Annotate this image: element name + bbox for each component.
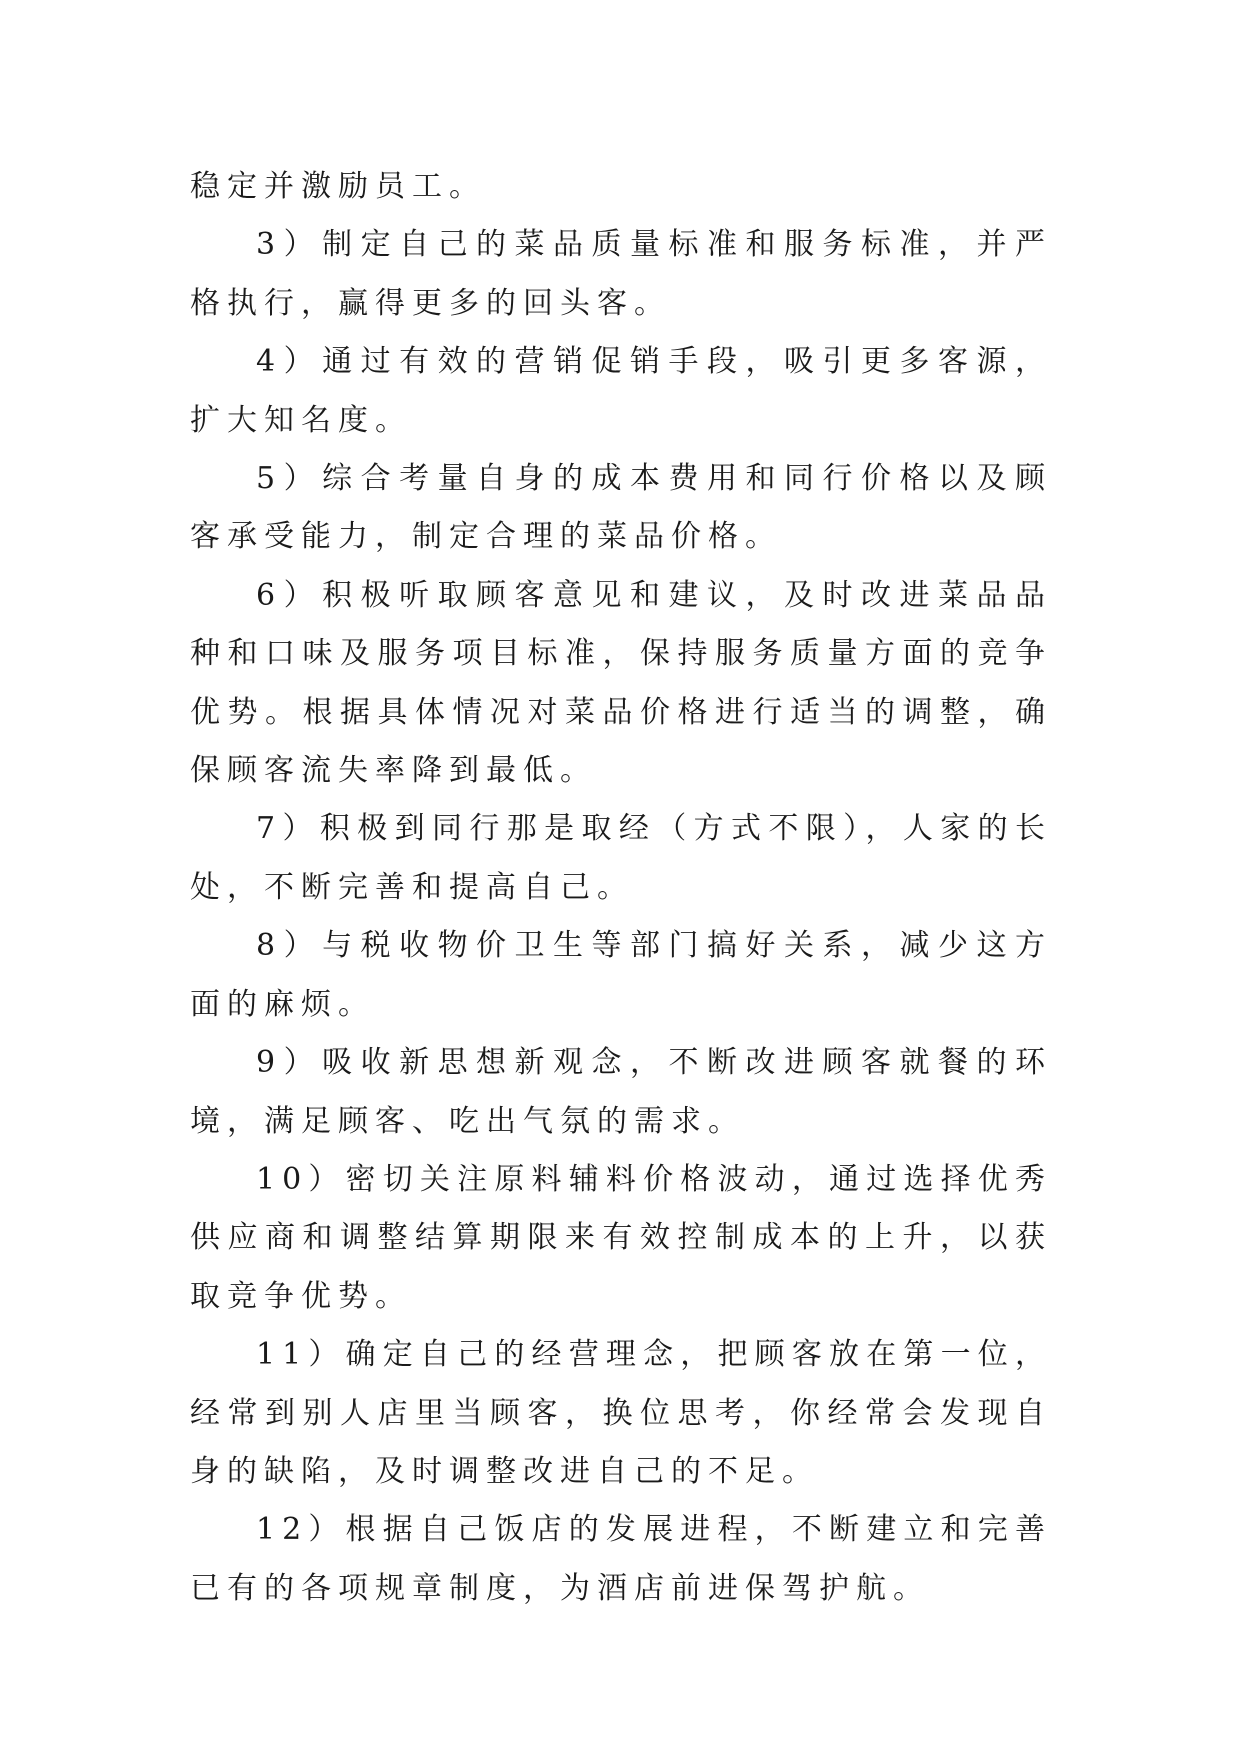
paragraph-item-8: 8）与税收物价卫生等部门搞好关系，减少这方面的麻烦。	[190, 928, 1052, 1022]
paragraph-item-5: 5）综合考量自身的成本费用和同行价格以及顾客承受能力，制定合理的菜品价格。	[190, 461, 1052, 555]
paragraph-item-6: 6）积极听取顾客意见和建议，及时改进菜品品种和口味及服务项目标准，保持服务质量方面的竞争优势。根据具体情况对菜品价格进行适当的调整，确保顾客流失率降到最低。	[190, 577, 1052, 789]
paragraph-item-9: 9）吸收新思想新观念，不断改进顾客就餐的环境，满足顾客、吃出气氛的需求。	[190, 1045, 1052, 1139]
document-page	[190, 158, 1052, 1618]
paragraph-continuation: 稳定并激励员工。	[190, 169, 486, 204]
paragraph-item-7: 7）积极到同行那是取经（方式不限），人家的长处，不断完善和提高自己。	[190, 811, 1052, 905]
paragraph-item-4: 4）通过有效的营销促销手段，吸引更多客源，扩大知名度。	[190, 344, 1052, 438]
paragraph-item-3: 3）制定自己的菜品质量标准和服务标准，并严格执行，赢得更多的回头客。	[190, 227, 1052, 321]
paragraph-item-10: 10）密切关注原料辅料价格波动，通过选择优秀供应商和调整结算期限来有效控制成本的上升，以获取竞争优势。	[190, 1161, 1052, 1314]
paragraph-item-12: 12）根据自己饭店的发展进程，不断建立和完善已有的各项规章制度，为酒店前进保驾护航。	[190, 1512, 1052, 1606]
paragraph-item-11: 11）确定自己的经营理念，把顾客放在第一位，经常到别人店里当顾客，换位思考，你经常会发现自身的缺陷，及时调整改进自己的不足。	[190, 1337, 1052, 1489]
